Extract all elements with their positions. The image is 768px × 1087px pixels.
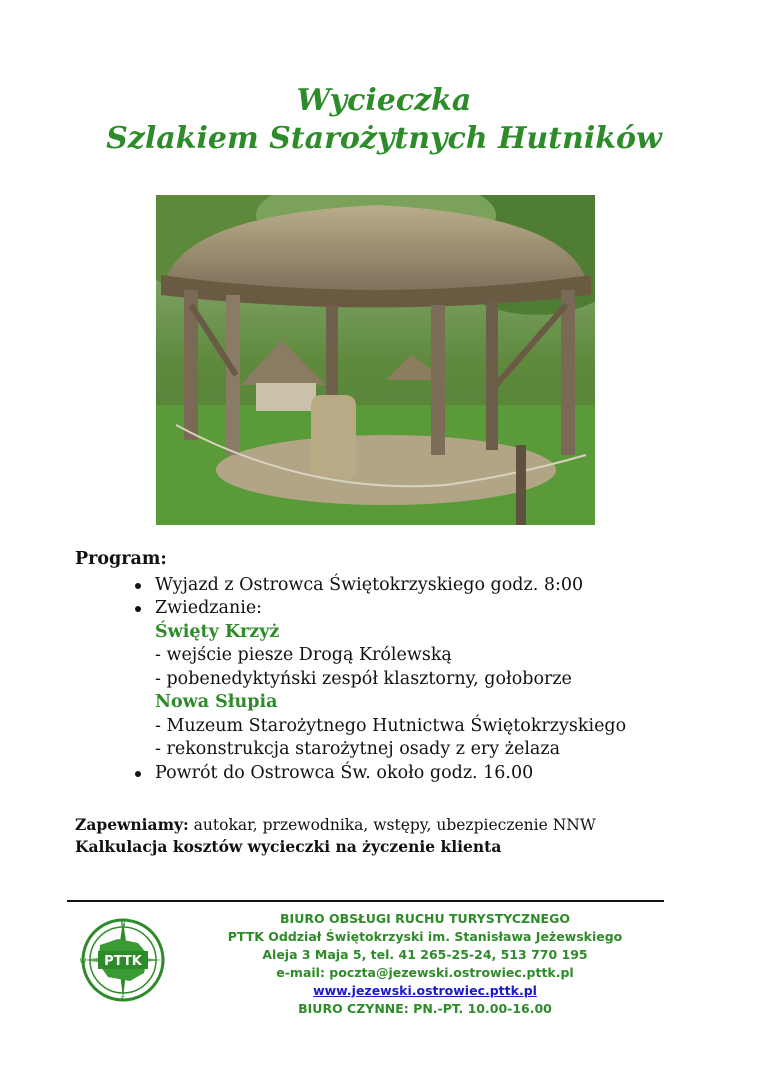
bullet-icon xyxy=(135,583,141,589)
office-info xyxy=(190,910,660,1018)
title-line-2: Szlakiem Starożytnych Hutników xyxy=(106,121,662,156)
place2-detail-2: - rekonstrukcja starożytnej osady z ery żelaza xyxy=(155,739,561,759)
program-heading: Program: xyxy=(75,549,167,569)
page-title xyxy=(0,82,768,158)
place2-detail-1: - Muzeum Starożytnego Hutnictwa Świętokrzyskiego xyxy=(155,715,627,736)
pttk-logo xyxy=(78,915,168,1005)
compass-w-label: W xyxy=(79,957,87,965)
provide-line xyxy=(75,814,735,836)
website-link[interactable]: www.jezewski.ostrowiec.pttk.pl xyxy=(313,983,537,998)
return-text: Powrót do Ostrowca Św. około godz. 16.00 xyxy=(155,762,534,783)
departure-text: Wyjazd z Ostrowca Świętokrzyskiego godz. 8:00 xyxy=(155,574,584,595)
calc-text: Kalkulacja kosztów wycieczki na życzenie klienta xyxy=(75,837,502,856)
compass-n-label: N xyxy=(120,920,126,928)
place-nowa-slupia: Nowa Słupia xyxy=(155,692,278,712)
provide-text: autokar, przewodnika, wstępy, ubezpieczenie NNW xyxy=(188,816,596,834)
logo-text: PTTK xyxy=(104,954,142,969)
pttk-compass-icon xyxy=(78,915,168,1005)
hut-photo xyxy=(156,195,595,525)
office-name: BIURO OBSŁUGI RUCHU TURYSTYCZNEGO xyxy=(280,911,570,926)
reconstructed-hut-image xyxy=(156,195,595,525)
email: e-mail: poczta@jezewski.ostrowiec.pttk.pl xyxy=(276,965,574,980)
program-section xyxy=(75,548,735,785)
list-item xyxy=(155,597,735,762)
place-swiety-krzyz: Święty Krzyż xyxy=(155,621,280,642)
divider xyxy=(67,900,664,902)
sightseeing-text: Zwiedzanie: xyxy=(155,598,263,618)
bullet-icon xyxy=(135,606,141,612)
place1-detail-2: - pobenedyktyński zespół klasztorny, gołoborze xyxy=(155,668,572,689)
compass-s-label: S xyxy=(120,995,126,1003)
bullet-icon xyxy=(135,771,141,777)
provide-label: Zapewniamy: xyxy=(75,815,189,834)
address: Aleja 3 Maja 5, tel. 41 265-25-24, 513 770 195 xyxy=(262,947,588,962)
list-item xyxy=(155,574,735,598)
list-item xyxy=(155,762,735,786)
compass-e-label: E xyxy=(160,957,166,965)
program-list xyxy=(75,574,735,786)
calc-line xyxy=(75,836,735,858)
branch-name: PTTK Oddział Świętokrzyski im. Stanisława Jeżewskiego xyxy=(227,929,623,944)
place1-detail-1: - wejście piesze Drogą Królewską xyxy=(155,645,452,665)
opening-hours: BIURO CZYNNE: PN.-PT. 10.00-16.00 xyxy=(298,1001,552,1016)
services-section xyxy=(75,814,735,858)
title-line-1: Wycieczka xyxy=(296,83,472,118)
